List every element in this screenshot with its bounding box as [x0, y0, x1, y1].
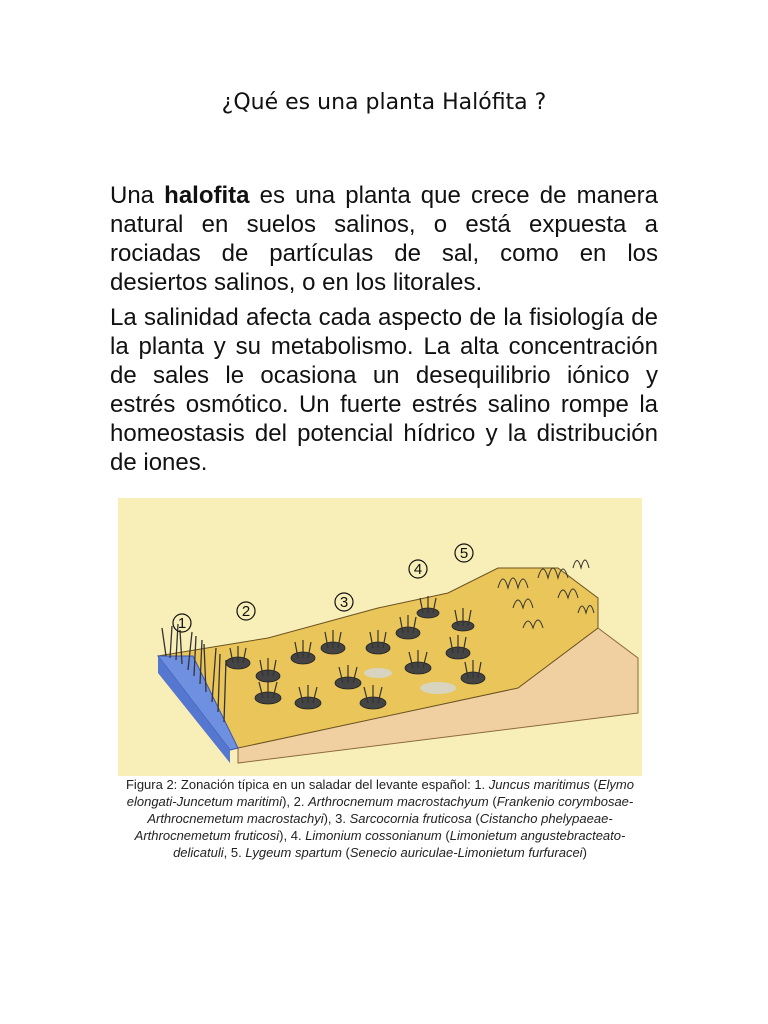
figure-caption [118, 776, 642, 861]
caption-text: ( [341, 845, 350, 860]
caption-text: ), 2. [282, 794, 309, 809]
page-title: ¿Qué es una planta Halófita ? [221, 90, 547, 115]
caption-association: Senecio auriculae-Limonietum furfuracei [349, 845, 583, 860]
caption-text: ) [582, 845, 587, 860]
salt-patch [364, 668, 392, 678]
term-halofita: halofita [164, 182, 250, 209]
caption-species: Juncus maritimus [488, 777, 590, 792]
caption-text: ( [441, 828, 450, 843]
caption-text: Figura 2: Zonación típica en un saladar del levante español: 1. [125, 777, 489, 792]
caption-species: Lygeum spartum [245, 845, 342, 860]
caption-association: Limonietum angustebracteato-delicatuli [173, 828, 626, 860]
saladar-zonation-figure [118, 498, 642, 776]
salt-patch [420, 682, 456, 694]
caption-species: Arthrocnemum macrostachyum [308, 794, 489, 809]
paragraph-lead: Una [110, 182, 165, 209]
zone-label-5: 5 [459, 545, 469, 562]
caption-association: Frankenio corymbosae-Arthrocnemetum macrostachyi [147, 794, 634, 826]
caption-text: ), 4. [279, 828, 306, 843]
zone-label-4: 4 [413, 561, 423, 578]
zone-label-3: 3 [339, 594, 349, 611]
paragraph-rest: es una planta que crece de manera natural en suelos salinos, o está expuesta a rociadas de partículas de sal, como en los desiertos salinos, o en los litorales. [110, 182, 658, 296]
caption-text: ( [589, 777, 598, 792]
caption-text: , 5. [223, 845, 246, 860]
caption-text: ), 3. [323, 811, 350, 826]
zone-label-1: 1 [177, 615, 187, 632]
zonation-illustration [118, 498, 642, 776]
caption-association: Cistancho phelypaeae-Arthrocnemetum fruticosi [134, 811, 613, 843]
caption-species: Limonium cossonianum [305, 828, 442, 843]
caption-association: Elymo elongati-Juncetum maritimi [126, 777, 634, 809]
caption-text: ( [488, 794, 497, 809]
zone-label-2: 2 [241, 603, 251, 620]
caption-text: ( [471, 811, 480, 826]
paragraph-salinity: La salinidad afecta cada aspecto de la fisiología de la planta y su metabolismo. La alta concentración de sales le ocasiona un desequilibrio iónico y estrés osmótico. Un fuerte estrés salino rompe la homeostasis del potencial hídrico y la distribución de iones. [110, 304, 658, 476]
paragraph-definition [110, 181, 658, 297]
caption-species: Sarcocornia fruticosa [349, 811, 472, 826]
